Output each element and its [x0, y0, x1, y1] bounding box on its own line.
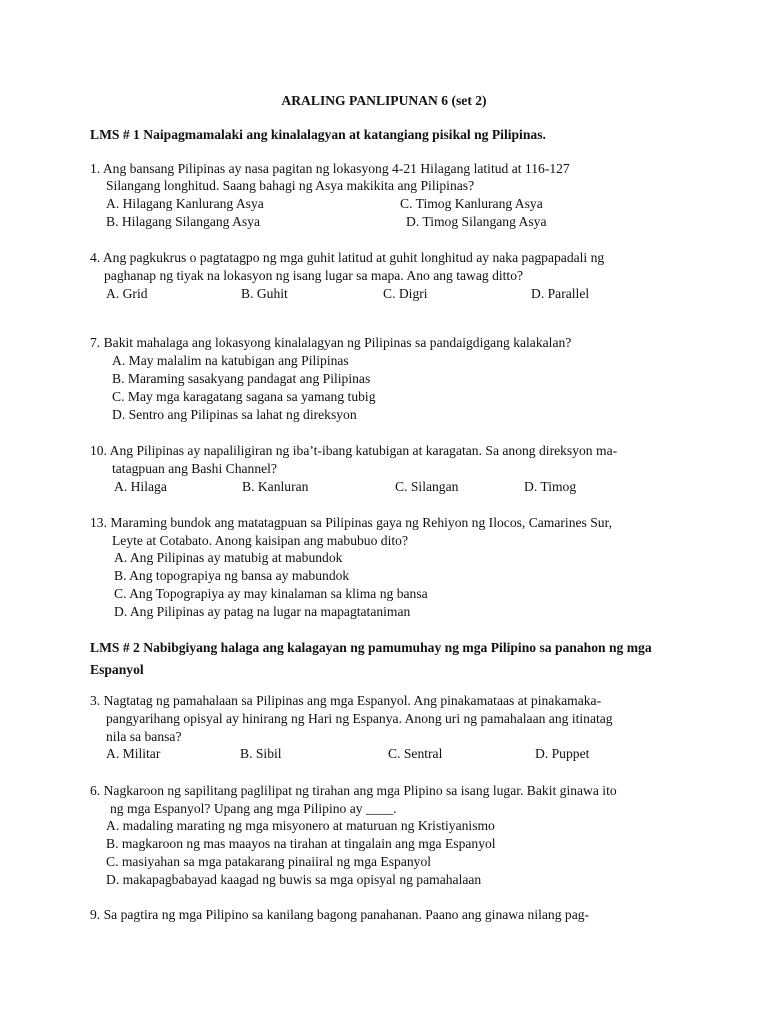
question-1-option-c: C. Timog Kanlurang Asya	[400, 196, 543, 211]
lms-2-heading: LMS # 2 Nabibgiyang halaga ang kalagayan ng pamumuhay ng mga Pilipino sa panahon ng mga Espanyol	[90, 640, 652, 677]
question-13-option-c: C. Ang Topograpiya ay may kinalaman sa klima ng bansa	[114, 586, 428, 601]
question-7-line-1: 7. Bakit mahalaga ang lokasyong kinalalagyan ng Pilipinas sa pandaigdigang kalakalan?	[90, 335, 572, 350]
question-1-line-1: 1. Ang bansang Pilipinas ay nasa pagitan ng lokasyong 4-21 Hilagang latitud at 116-127	[90, 161, 570, 176]
question-10-option-a: A. Hilaga	[114, 479, 167, 494]
question-7-option-c: C. May mga karagatang sagana sa yamang tubig	[112, 389, 376, 404]
question-13-option-a: A. Ang Pilipinas ay matubig at mabundok	[114, 550, 343, 565]
question-6-option-c: C. masiyahan sa mga patakarang pinaiiral ng mga Espanyol	[106, 854, 432, 869]
question-4-line-2: paghanap ng tiyak na lokasyon ng isang lugar sa mapa. Ano ang tawag ditto?	[104, 268, 524, 283]
question-3-line-1: 3. Nagtatag ng pamahalaan sa Pilipinas ang mga Espanyol. Ang pinakamataas at pinakamaka-	[90, 693, 602, 708]
question-3-option-c: C. Sentral	[388, 746, 443, 761]
question-4-option-c: C. Digri	[383, 286, 428, 301]
question-10-line-1: 10. Ang Pilipinas ay napaliligiran ng iba’t-ibang katubigan at karagatan. Sa anong direksyon ma-	[90, 443, 618, 458]
question-1-option-b: B. Hilagang Silangang Asya	[106, 214, 261, 229]
question-10-option-d: D. Timog	[524, 479, 577, 494]
lms-1-heading: LMS # 1 Naipagmamalaki ang kinalalagyan at katangiang pisikal ng Pilipinas.	[90, 127, 546, 142]
question-6-option-b: B. magkaroon ng mas maayos na tirahan at tingalain ang mga Espanyol	[106, 836, 496, 851]
question-1-option-d: D. Timog Silangang Asya	[406, 214, 547, 229]
question-9-line-1: 9. Sa pagtira ng mga Pilipino sa kanilang bagong panahanan. Paano ang ginawa nilang pag-	[90, 907, 590, 922]
question-1-option-a: A. Hilagang Kanlurang Asya	[106, 196, 264, 211]
question-6-option-a: A. madaling marating ng mga misyonero at maturuan ng Kristiyanismo	[106, 818, 495, 833]
question-3-option-a: A. Militar	[106, 746, 161, 761]
question-4-option-d: D. Parallel	[531, 286, 590, 301]
question-3-line-3: nila sa bansa?	[106, 729, 182, 744]
question-10-line-2: tatagpuan ang Bashi Channel?	[112, 461, 277, 476]
question-10-option-c: C. Silangan	[395, 479, 459, 494]
question-4-line-1: 4. Ang pagkukrus o pagtatagpo ng mga guhit latitud at guhit longhitud ay naka pagpapadali ng	[90, 250, 605, 265]
question-4-option-b: B. Guhit	[241, 286, 288, 301]
question-7-option-d: D. Sentro ang Pilipinas sa lahat ng direksyon	[112, 407, 357, 422]
question-13-line-2: Leyte at Cotabato. Anong kaisipan ang mabubuo dito?	[112, 533, 408, 548]
question-1-line-2: Silangang longhitud. Saang bahagi ng Asya makikita ang Pilipinas?	[106, 178, 475, 193]
question-13-option-d: D. Ang Pilipinas ay patag na lugar na mapagtataniman	[114, 604, 411, 619]
question-6-line-2: ng mga Espanyol? Upang ang mga Pilipino ay ____.	[110, 801, 397, 816]
question-7-option-b: B. Maraming sasakyang pandagat ang Pilipinas	[112, 371, 371, 386]
question-3-option-d: D. Puppet	[535, 746, 590, 761]
page-title: ARALING PANLIPUNAN 6 (set 2)	[281, 93, 487, 108]
question-6-line-1: 6. Nagkaroon ng sapilitang paglilipat ng tirahan ang mga Plipino sa isang lugar. Bakit ginawa ito	[90, 783, 617, 798]
question-10-option-b: B. Kanluran	[242, 479, 309, 494]
question-3-option-b: B. Sibil	[240, 746, 282, 761]
question-3-line-2: pangyarihang opisyal ay hinirang ng Hari ng Espanya. Anong uri ng pamahalaan ang itinatag	[106, 711, 613, 726]
question-7-option-a: A. May malalim na katubigan ang Pilipinas	[112, 353, 349, 368]
question-13-option-b: B. Ang topograpiya ng bansa ay mabundok	[114, 568, 350, 583]
question-4-option-a: A. Grid	[106, 286, 148, 301]
question-6-option-d: D. makapagbabayad kaagad ng buwis sa mga opisyal ng pamahalaan	[106, 872, 482, 887]
question-13-line-1: 13. Maraming bundok ang matatagpuan sa Pilipinas gaya ng Rehiyon ng Ilocos, Camarines Sur,	[90, 515, 612, 530]
